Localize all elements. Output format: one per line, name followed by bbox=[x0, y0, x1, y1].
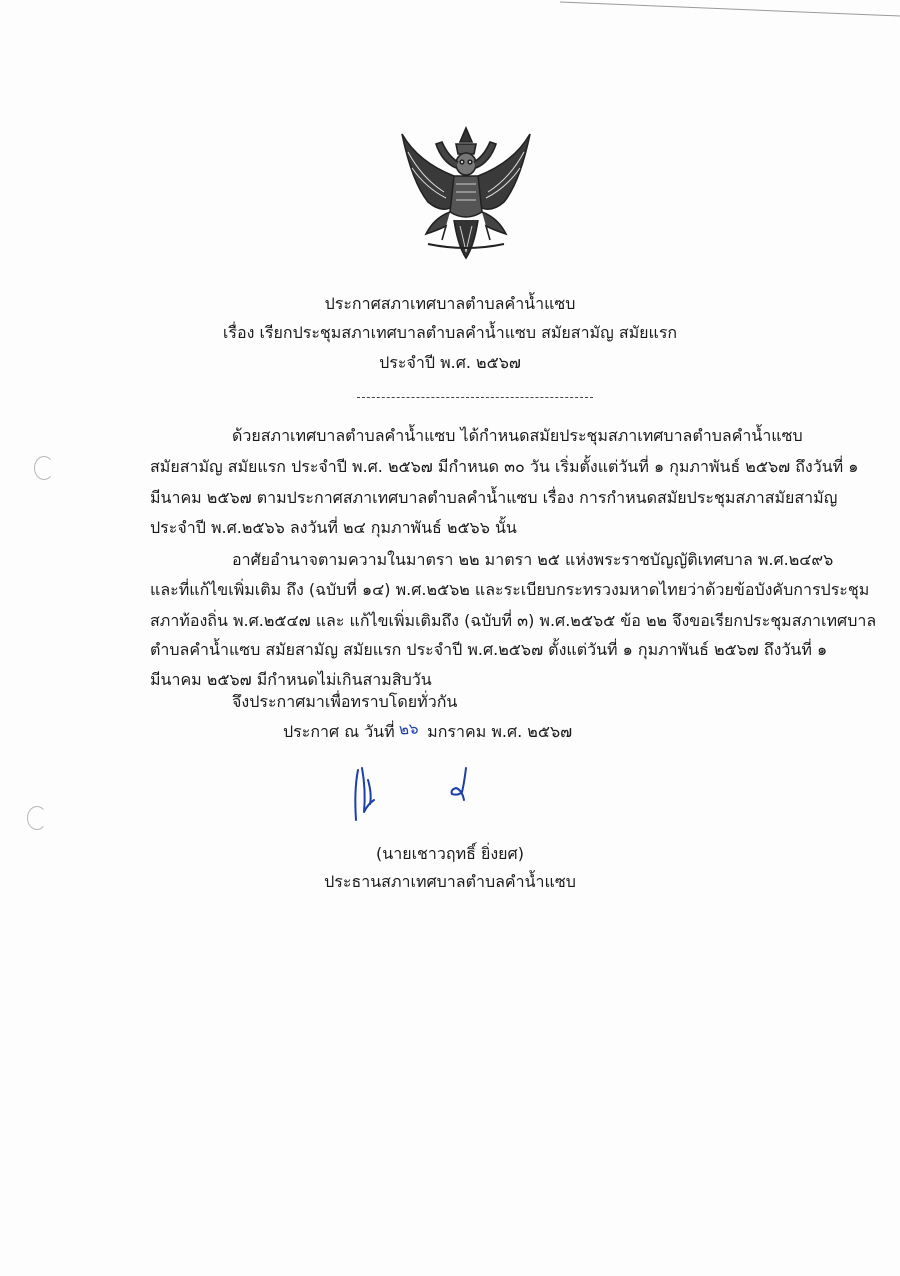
para2-line: ตำบลคำน้ำแซบ สมัยสามัญ สมัยแรก ประจำปี พ.ศ.๒๕๖๗ ตั้งแต่วันที่ ๑ กุมภาพันธ์ ๒๕๖๗ ถึงวันที่ ๑ bbox=[150, 640, 828, 659]
garuda-emblem-icon bbox=[398, 122, 534, 262]
para1-line: สมัยสามัญ สมัยแรก ประจำปี พ.ศ. ๒๕๖๗ มีกำหนด ๓๐ วัน เริ่มตั้งแต่วันที่ ๑ กุมภาพันธ์ ๒๕๖๗ ถึงวันที่ ๑ bbox=[150, 457, 859, 476]
para2-line: มีนาคม ๒๕๖๗ มีกำหนดไม่เกินสามสิบวัน bbox=[150, 670, 432, 689]
scan-edge-line bbox=[0, 0, 900, 20]
date-prefix: ประกาศ ณ วันที่ bbox=[283, 722, 395, 741]
para1-line: ประจำปี พ.ศ.๒๕๖๖ ลงวันที่ ๒๔ กุมภาพันธ์ ๒๕๖๖ นั้น bbox=[150, 518, 517, 537]
announcement-title: ประกาศสภาเทศบาลตำบลคำน้ำแซบ bbox=[324, 294, 576, 313]
signer-name: (นายเชาวฤทธิ์ ยิ่งยศ) bbox=[376, 844, 524, 863]
para2-line: สภาท้องถิ่น พ.ศ.๒๕๔๗ และ แก้ไขเพิ่มเติมถึง (ฉบับที่ ๓) พ.ศ.๒๕๖๕ ข้อ ๒๒ จึงขอเรียกประชุมสภาเทศบาล bbox=[150, 611, 877, 630]
para2-line: อาศัยอำนาจตามความในมาตรา ๒๒ มาตรา ๒๕ แห่งพระราชบัญญัติเทศบาล พ.ศ.๒๔๙๖ bbox=[232, 550, 834, 569]
signer-position: ประธานสภาเทศบาลตำบลคำน้ำแซบ bbox=[324, 872, 576, 891]
announcement-date bbox=[283, 720, 572, 745]
para1-line: ด้วยสภาเทศบาลตำบลคำน้ำแซบ ได้กำหนดสมัยประชุมสภาเทศบาลตำบลคำน้ำแซบ bbox=[232, 426, 803, 445]
header-divider bbox=[357, 397, 593, 398]
punch-hole-icon bbox=[27, 806, 47, 830]
para1-line: มีนาคม ๒๕๖๗ ตามประกาศสภาเทศบาลตำบลคำน้ำแซบ เรื่อง การกำหนดสมัยประชุมสภาสมัยสามัญ bbox=[150, 488, 838, 507]
announcement-year: ประจำปี พ.ศ. ๒๕๖๗ bbox=[379, 353, 521, 372]
handwritten-signature bbox=[346, 760, 496, 830]
punch-hole-icon bbox=[34, 456, 54, 480]
announcement-subject: เรื่อง เรียกประชุมสภาเทศบาลตำบลคำน้ำแซบ สมัยสามัญ สมัยแรก bbox=[222, 323, 678, 342]
closing-statement: จึงประกาศมาเพื่อทราบโดยทั่วกัน bbox=[232, 692, 458, 711]
para2-line: และที่แก้ไขเพิ่มเติม ถึง (ฉบับที่ ๑๔) พ.ศ.๒๕๖๒ และระเบียบกระทรวงมหาดไทยว่าด้วยข้อบังคับการประชุม bbox=[150, 580, 870, 599]
date-suffix: มกราคม พ.ศ. ๒๕๖๗ bbox=[427, 722, 573, 741]
handwritten-day: ๒๖ bbox=[398, 719, 419, 739]
